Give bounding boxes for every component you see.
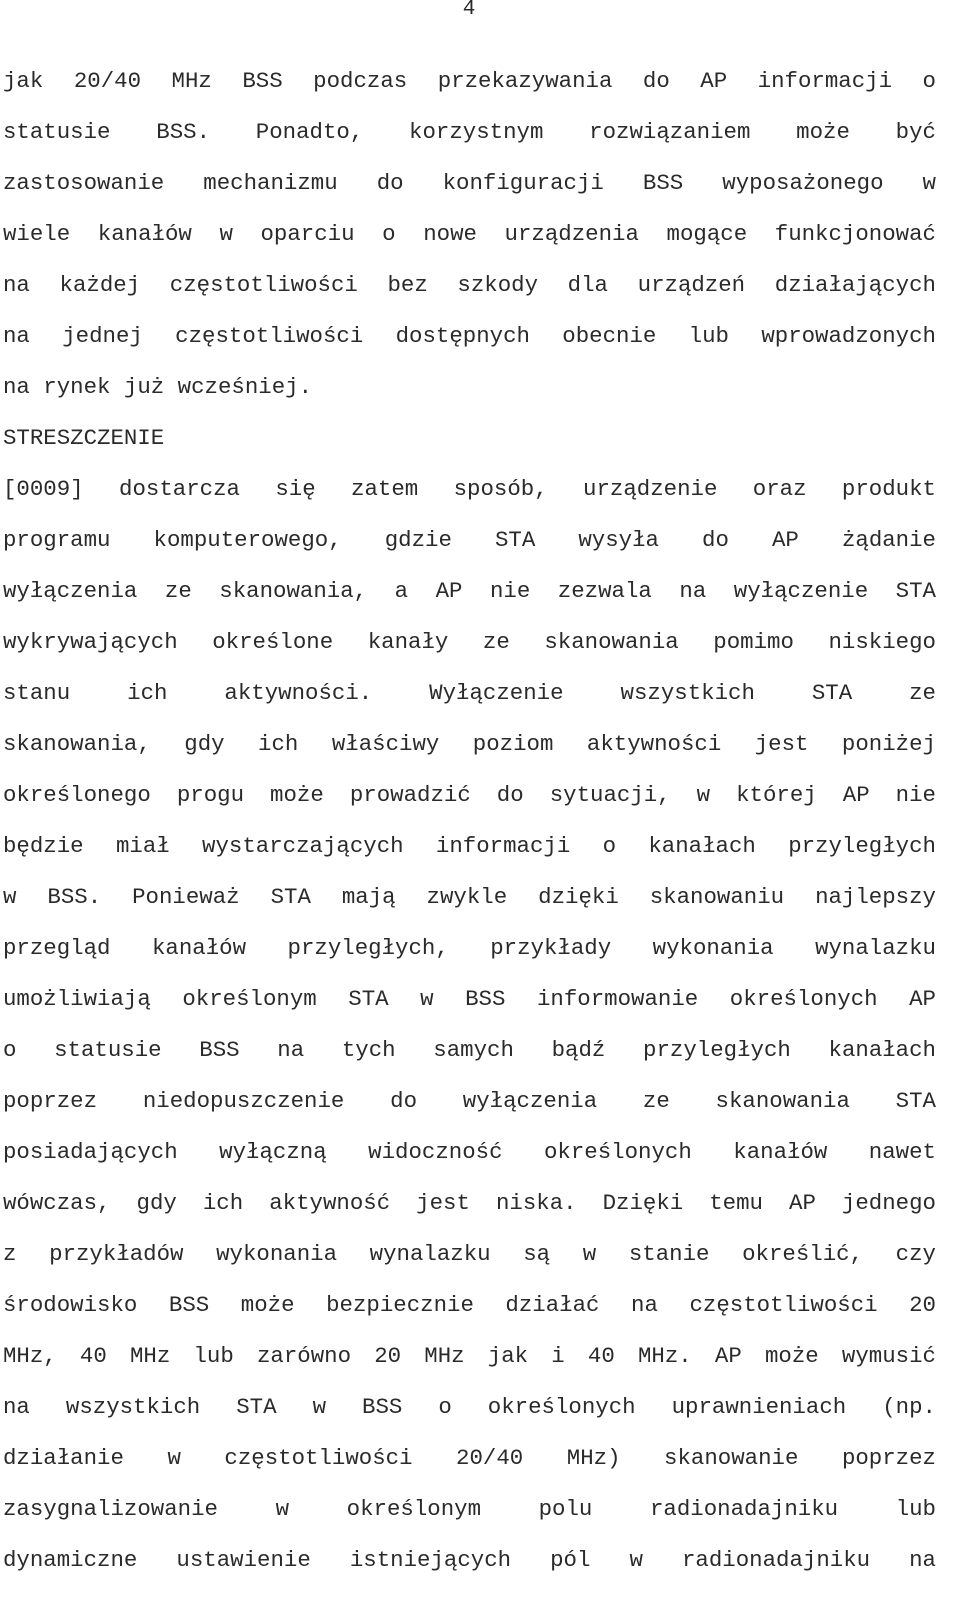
text-line: wykrywających określone kanały ze skanowania pomimo niskiego xyxy=(3,629,936,655)
section-heading: STRESZCZENIE xyxy=(3,425,165,451)
text-line: o statusie BSS na tych samych bądź przyległych kanałach xyxy=(3,1037,936,1063)
text-line: posiadających wyłączną widoczność określonych kanałów nawet xyxy=(3,1139,936,1165)
text-line: programu komputerowego, gdzie STA wysyła do AP żądanie xyxy=(3,527,936,553)
text-line: wyłączenia ze skanowania, a AP nie zezwala na wyłączenie STA xyxy=(3,578,936,604)
text-line: na rynek już wcześniej. xyxy=(3,374,313,400)
text-line: z przykładów wykonania wynalazku są w stanie określić, czy xyxy=(3,1241,936,1267)
text-line: statusie BSS. Ponadto, korzystnym rozwiązaniem może być xyxy=(3,119,936,145)
paragraph-start-line: [0009] dostarcza się zatem sposób, urządzenie oraz produkt xyxy=(3,476,936,502)
text-line: na wszystkich STA w BSS o określonych uprawnieniach (np. xyxy=(3,1394,936,1420)
text-line: dynamiczne ustawienie istniejących pól w radionadajniku na xyxy=(3,1547,936,1573)
text-line: umożliwiają określonym STA w BSS informowanie określonych AP xyxy=(3,986,936,1012)
text-line: określonego progu może prowadzić do sytuacji, w której AP nie xyxy=(3,782,936,808)
text-line: środowisko BSS może bezpiecznie działać na częstotliwości 20 xyxy=(3,1292,936,1318)
text-line: wówczas, gdy ich aktywność jest niska. Dzięki temu AP jednego xyxy=(3,1190,936,1216)
text-line: zastosowanie mechanizmu do konfiguracji BSS wyposażonego w xyxy=(3,170,936,196)
text-line: na jednej częstotliwości dostępnych obecnie lub wprowadzonych xyxy=(3,323,936,349)
text-line: działanie w częstotliwości 20/40 MHz) skanowanie poprzez xyxy=(3,1445,936,1471)
text-line: w BSS. Ponieważ STA mają zwykle dzięki skanowaniu najlepszy xyxy=(3,884,936,910)
text-line: stanu ich aktywności. Wyłączenie wszystkich STA ze xyxy=(3,680,936,706)
document-body xyxy=(3,56,936,1586)
text-line: zasygnalizowanie w określonym polu radionadajniku lub xyxy=(3,1496,936,1522)
text-line: na każdej częstotliwości bez szkody dla urządzeń działających xyxy=(3,272,936,298)
text-line: skanowania, gdy ich właściwy poziom aktywności jest poniżej xyxy=(3,731,936,757)
text-line: wiele kanałów w oparciu o nowe urządzenia mogące funkcjonować xyxy=(3,221,936,247)
text-line: poprzez niedopuszczenie do wyłączenia ze skanowania STA xyxy=(3,1088,936,1114)
text-line: MHz, 40 MHz lub zarówno 20 MHz jak i 40 MHz. AP może wymusić xyxy=(3,1343,936,1369)
page-number: 4 xyxy=(462,0,476,21)
text-line: będzie miał wystarczających informacji o kanałach przyległych xyxy=(3,833,936,859)
text-line: przegląd kanałów przyległych, przykłady wykonania wynalazku xyxy=(3,935,936,961)
text-line: jak 20/40 MHz BSS podczas przekazywania do AP informacji o xyxy=(3,68,936,94)
